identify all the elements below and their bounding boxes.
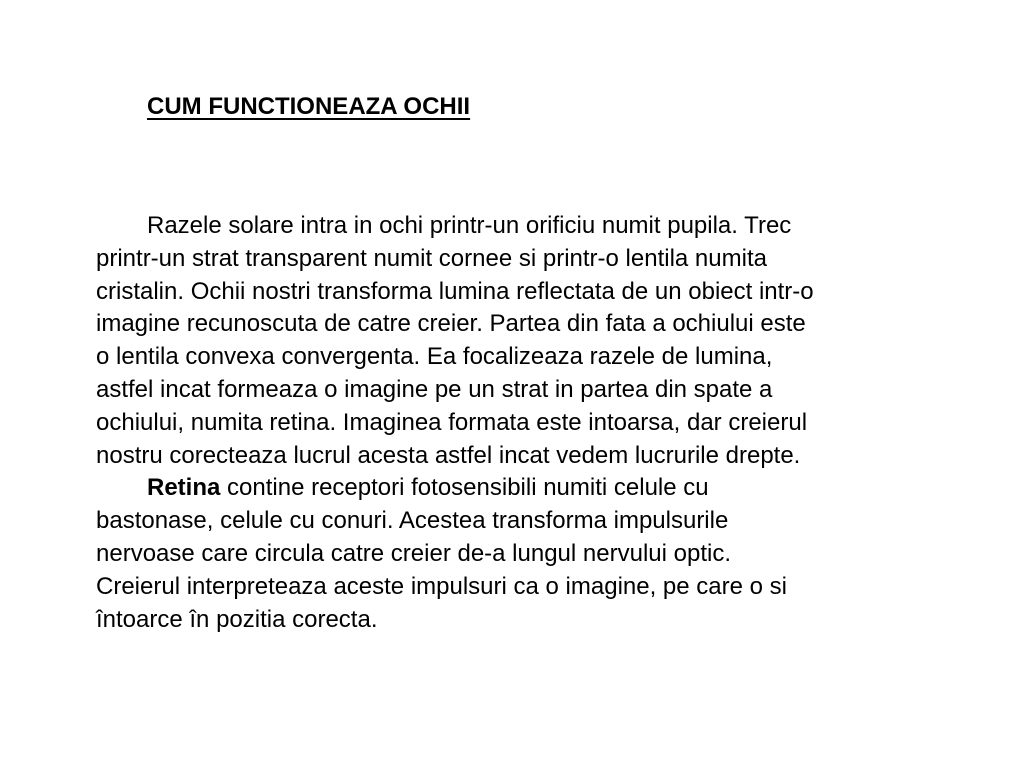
page-title: CUM FUNCTIONEAZA OCHII xyxy=(147,93,471,120)
paragraph-1-line: imagine recunoscuta de catre creier. Partea din fata a ochiului este xyxy=(96,310,806,338)
paragraph-1-line: ochiului, numita retina. Imaginea formata este intoarsa, dar creierul xyxy=(96,408,808,436)
paragraph-2-line: nervoase care circula catre creier de-a lungul nervului optic. xyxy=(96,539,731,567)
retina-term: Retina xyxy=(147,474,221,502)
paragraph-2-first-line-text: contine receptori fotosensibili numiti celule cu xyxy=(220,474,709,502)
paragraph-1-line: astfel incat formeaza o imagine pe un strat in partea din spate a xyxy=(96,375,773,403)
paragraph-1-line: printr-un strat transparent numit cornee si printr-o lentila numita xyxy=(96,244,767,272)
paragraph-2-line: întoarce în pozitia corecta. xyxy=(96,605,378,633)
body-text xyxy=(96,210,956,636)
paragraph-1-line: Razele solare intra in ochi printr-un orificiu numit pupila. Trec xyxy=(147,212,792,239)
paragraph-2-line: bastonase, celule cu conuri. Acestea transforma impulsurile xyxy=(96,507,729,535)
paragraph-1-line: cristalin. Ochii nostri transforma lumina reflectata de un obiect intr-o xyxy=(96,277,814,305)
paragraph-1-line: nostru corecteaza lucrul acesta astfel incat vedem lucrurile drepte. xyxy=(96,441,801,469)
paragraph-2-first-line xyxy=(96,472,956,505)
paragraph-2-line: Creierul interpreteaza aceste impulsuri ca o imagine, pe care o si xyxy=(96,572,787,600)
paragraph-1-line: o lentila convexa convergenta. Ea focalizeaza razele de lumina, xyxy=(96,343,773,371)
